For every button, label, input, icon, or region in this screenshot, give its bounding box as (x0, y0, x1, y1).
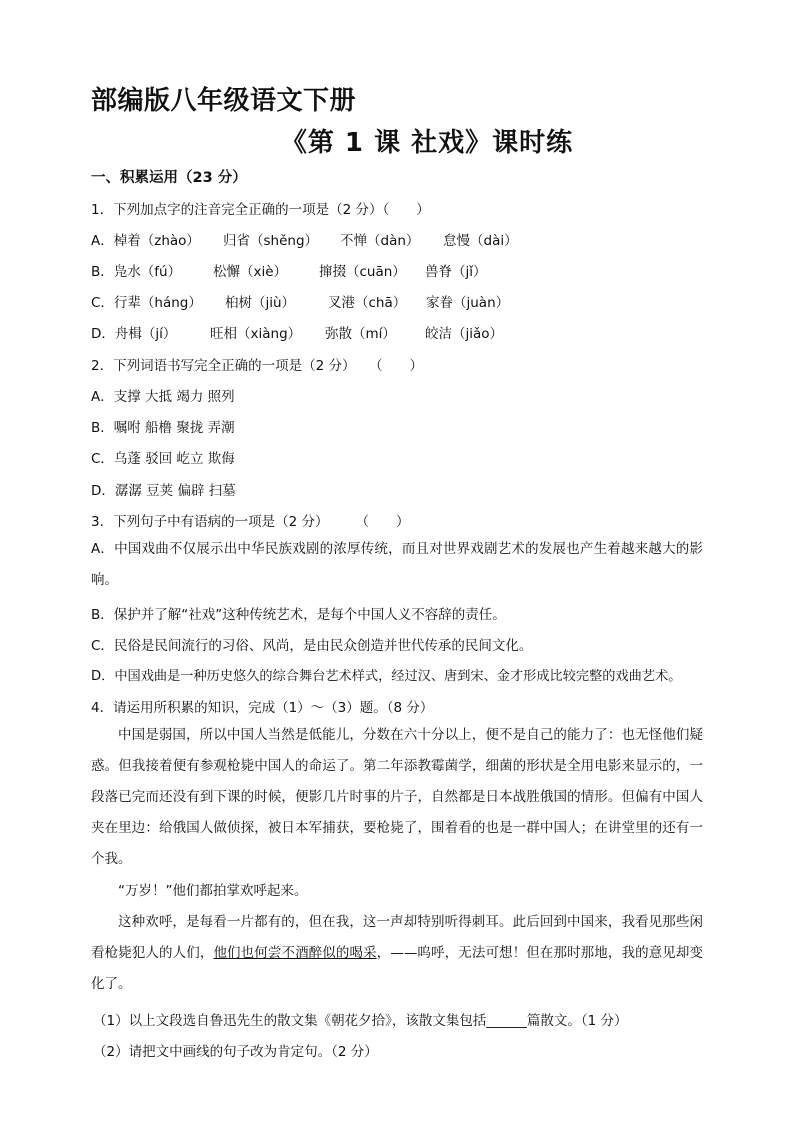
para3-text-before: 这种欢呼，是每看一片都有的，但在我，这一声却特别听得刺耳。此后回到中国来，我看见那些闲看枪毙犯人的人们， (91, 914, 703, 961)
q1-option-a (91, 229, 518, 249)
q3-option-c: C．民俗是民间流行的习俗、风尚，是由民众创造并世代传承的民间文化。 (91, 638, 533, 654)
q1-a-4: 怠慢（dài） (443, 233, 518, 249)
q2-stem: 2．下列词语书写完全正确的一项是（2 分） （ ） (91, 358, 423, 374)
q3-option-a: A．中国戏曲不仅展示出中华民族戏剧的浓厚传统，而且对世界戏剧艺术的发展也产生着越来越大的影响。 (91, 541, 703, 588)
q1-a-3: 不惮（dàn） (340, 233, 420, 249)
q2-option-d: D．潺潺 豆荚 偏辟 扫墓 (91, 483, 236, 499)
q1-a-2: 归省（shěng） (223, 233, 319, 249)
q1-stem: 1．下列加点字的注音完全正确的一项是（2 分）（ ） (91, 202, 430, 218)
passage-paragraph-2: “万岁！”他们都拍掌欢呼起来。 (118, 883, 308, 899)
q3-option-d: D．中国戏曲是一种历史悠久的综合舞台艺术样式，经过汉、唐到宋、金才形成比较完整的戏曲艺术。 (91, 669, 682, 684)
q1-b-3: 撺掇（cuān） (319, 264, 406, 280)
q3-option-b: B．保护并了解“社戏”这种传统艺术，是每个中国人义不容辞的责任。 (91, 607, 506, 623)
passage-paragraph-3 (91, 907, 703, 1000)
q1-b-4: 兽脊（jǐ） (425, 264, 487, 280)
q1-d-4: 皎洁（jiǎo） (425, 326, 504, 342)
q4-stem: 4．请运用所积累的知识，完成（1）～（3）题。（8 分） (91, 700, 434, 716)
q1-c-1: C．行辈（háng） (91, 295, 202, 311)
para3-text-after: ，——呜呼，无法可想！但在那时那地，我的意见却变化了。 (91, 945, 704, 992)
q1-d-3: 弥散（mí） (325, 326, 396, 342)
q1-option-b (91, 260, 487, 280)
q4-sub1: （1）以上文段选自鲁迅先生的散文集《朝花夕拾》，该散文集包括______篇散文。（1 分） (93, 1013, 628, 1029)
q1-option-d (91, 322, 503, 342)
q1-c-4: 家眷（juàn） (426, 295, 510, 311)
section-heading: 一、积累运用（23 分） (91, 170, 247, 186)
q1-a-1: A．棹着（zhào） (91, 233, 200, 249)
passage-paragraph-1: 中国是弱国，所以中国人当然是低能儿，分数在六十分以上，便不是自己的能力了：也无怪他们疑惑。但我接着便有参观枪毙中国人的命运了。第二年添教霉菌学，细菌的形状是全用电影来显示的，一段落已完而还没有到下课的时候，便影几片时事的片子，自然都是日本战胜俄国的情形。但偏有中国人夹在里边：给俄国人做侦探，被日本军捕获，要枪毙了，围着看的也是一群中国人；在讲堂里的还有一个我。 (91, 727, 703, 867)
page-title: 部编版八年级语文下册 (91, 86, 357, 116)
q2-option-b: B．嘱咐 船橹 聚拢 弄潮 (91, 420, 235, 436)
q1-d-2: 旺相（xiàng） (210, 326, 302, 342)
underlined-sentence: 他们也何尝不酒醉似的喝采 (213, 945, 377, 961)
q3-stem: 3．下列句子中有语病的一项是（2 分） （ ） (91, 514, 410, 530)
q2-option-a: A．支撑 大抵 竭力 照列 (91, 389, 235, 405)
lesson-title: 《第 1 课 社戏》课时练 (280, 128, 574, 158)
q2-option-c: C．乌蓬 驳回 屹立 欺侮 (91, 451, 235, 467)
q1-b-1: B．凫水（fú） (91, 264, 182, 280)
q1-d-1: D．舟楫（jí） (91, 326, 177, 342)
q1-c-3: 叉港（chā） (328, 295, 407, 311)
q1-c-2: 桕树（jiù） (225, 295, 296, 311)
q1-b-2: 松懈（xiè） (213, 264, 288, 280)
q1-option-c (91, 291, 509, 311)
q4-sub2: （2）请把文中画线的句子改为肯定句。（2 分） (93, 1044, 378, 1060)
